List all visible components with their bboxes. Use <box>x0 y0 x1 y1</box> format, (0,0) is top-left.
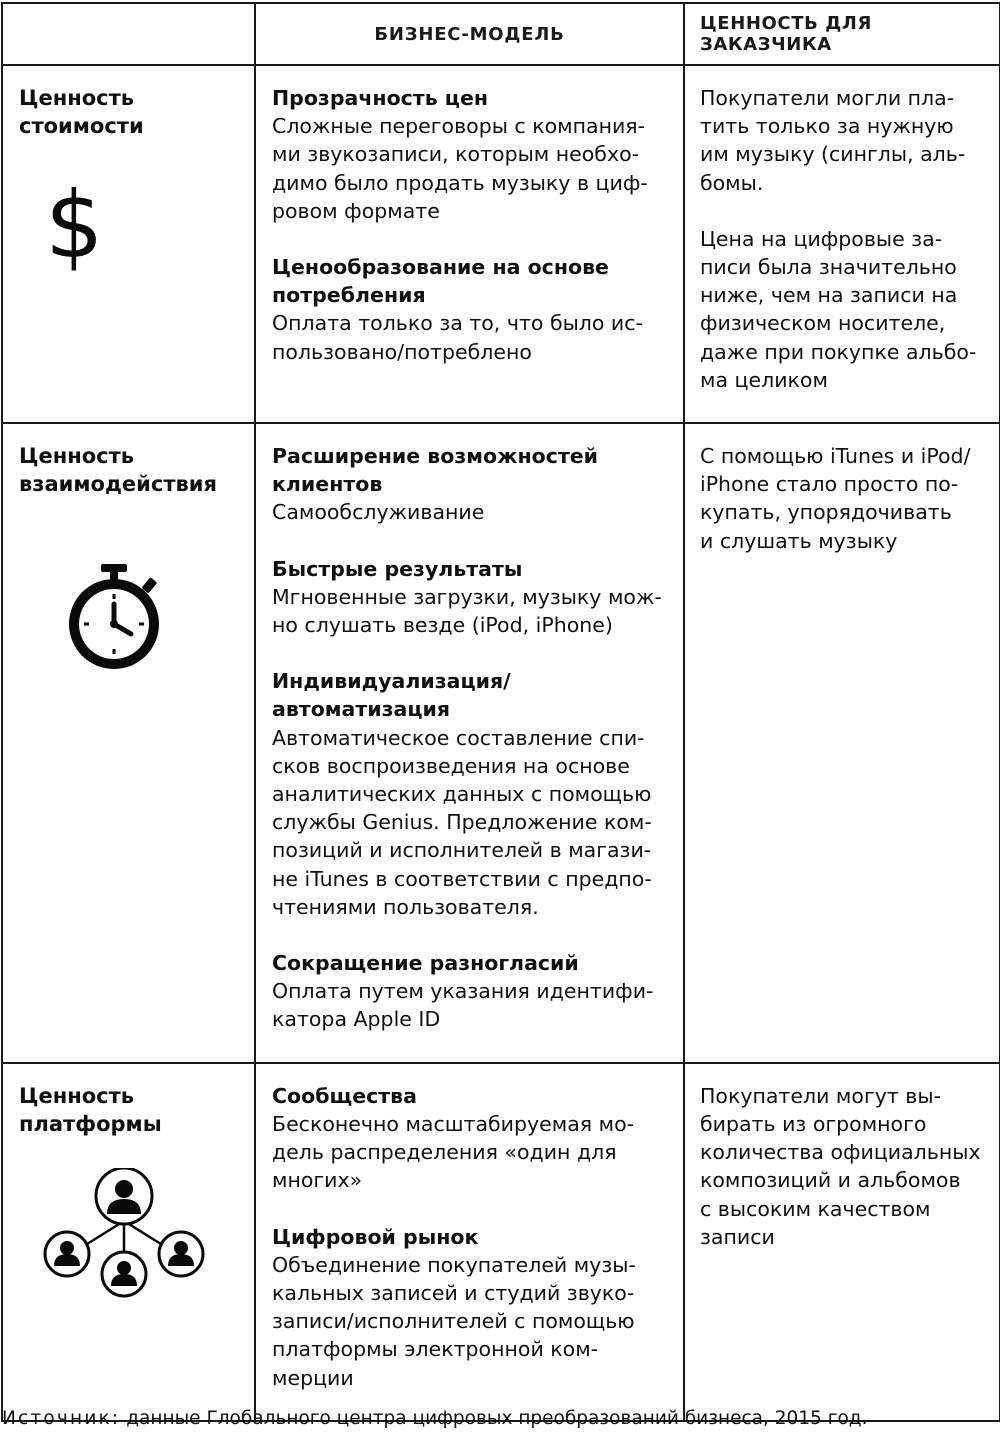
value-line: Цена на цифровые за- <box>700 226 943 251</box>
model-item-title: автоматизация <box>272 697 451 722</box>
value-line: с высоким качеством <box>700 1196 931 1221</box>
model-item-text: Оплата только за то, что было ис- <box>272 311 643 336</box>
value-line: даже при покупке альбо- <box>700 339 977 364</box>
value-line: ниже, чем на записи на <box>700 283 958 308</box>
source-label: Источник: <box>2 1408 121 1429</box>
model-item-title: Индивидуализация/ <box>272 669 511 694</box>
model-item-title: Сообщества <box>272 1083 417 1108</box>
category-cell <box>2 423 255 1063</box>
model-item-text: записи/исполнителей с помощью <box>272 1309 635 1334</box>
value-paragraph <box>700 1082 987 1251</box>
value-line: физическом носителе, <box>700 311 946 336</box>
model-item <box>272 949 669 1034</box>
model-item-text: пользовано/потреблено <box>272 339 532 364</box>
model-item-text: чтениями пользователя. <box>272 894 539 919</box>
business-model-cell <box>255 423 684 1063</box>
value-line: композиций и альбомов <box>700 1168 961 1193</box>
source-text: данные Глобального центра цифровых преобразований бизнеса, 2015 год. <box>120 1408 868 1429</box>
value-paragraph <box>700 84 987 197</box>
category-title-line1: Ценность <box>19 444 135 469</box>
model-item-text: Оплата путем указания идентифи- <box>272 979 654 1004</box>
value-line: ма целиком <box>700 367 828 392</box>
model-item-text: Самообслуживание <box>272 500 485 525</box>
model-item-text: ровом формате <box>272 198 440 223</box>
model-item-title: Ценообразование на основе <box>272 255 609 280</box>
model-item-text: Сложные переговоры с компания- <box>272 114 646 139</box>
business-model-cell <box>255 65 684 423</box>
value-line: бирать из огромного <box>700 1111 927 1136</box>
model-item <box>272 84 669 225</box>
header-customer-value: ЦЕННОСТЬ ДЛЯ ЗАКАЗЧИКА <box>684 3 1000 65</box>
model-item-text: аналитических данных с помощью <box>272 782 652 807</box>
value-paragraph <box>700 225 987 394</box>
category-title-line2: стоимости <box>19 114 144 138</box>
customer-value-cell <box>684 423 1000 1063</box>
source-note <box>2 1408 867 1429</box>
model-item-text: службы Genius. Предложение ком- <box>272 810 652 835</box>
value-line: купать, упорядочивать <box>700 500 952 525</box>
value-line: iPhone стало просто по- <box>700 472 959 497</box>
dollar-icon: $ <box>45 172 104 279</box>
value-line: писи была значительно <box>700 255 957 280</box>
value-line: бомы. <box>700 170 764 195</box>
category-cell <box>2 65 255 423</box>
header-business-model: БИЗНЕС-МОДЕЛЬ <box>255 3 684 65</box>
model-item-text: Мгновенные загрузки, музыку мож- <box>272 584 662 609</box>
model-item-title: Расширение возможностей <box>272 444 599 469</box>
model-item-text: позиций и исполнителей в магази- <box>272 838 652 863</box>
model-item-text: мерции <box>272 1365 354 1390</box>
model-item-title: потребления <box>272 283 426 308</box>
category-cell <box>2 1063 255 1421</box>
value-line: С помощью iTunes и iPod/ <box>700 444 971 469</box>
model-item <box>272 442 669 527</box>
model-item <box>272 253 669 366</box>
table-header-row <box>2 3 1000 65</box>
value-line: записи <box>700 1224 775 1249</box>
table-row <box>2 423 1000 1063</box>
model-item-title: Цифровой рынок <box>272 1224 479 1249</box>
model-item-text: Автоматическое составление спи- <box>272 725 645 750</box>
stopwatch-icon <box>65 564 163 672</box>
model-item-text: Бесконечно масштабируемая мо- <box>272 1111 635 1136</box>
customer-value-cell <box>684 65 1000 423</box>
model-item-text: но слушать везде (iPod, iPhone) <box>272 613 613 638</box>
value-line: тить только за нужную <box>700 114 954 139</box>
model-item-title: Быстрые результаты <box>272 556 523 581</box>
model-item-text: многих» <box>272 1168 363 1193</box>
value-paragraph <box>700 442 987 555</box>
model-item-text: ми звукозаписи, которым необхо- <box>272 142 640 167</box>
category-title-line2: платформы <box>19 1111 162 1136</box>
value-line: количества официальных <box>700 1140 981 1165</box>
category-title-line2: взаимодействия <box>19 472 217 497</box>
model-item <box>272 1223 669 1392</box>
model-item-text: димо было продать музыку в циф- <box>272 170 648 195</box>
user-network-icon <box>43 1168 205 1298</box>
table-row <box>2 1063 1000 1421</box>
value-line: Покупатели могли пла- <box>700 86 955 110</box>
header-empty-cell <box>2 3 255 65</box>
value-line: и слушать музыку <box>700 528 898 553</box>
model-item <box>272 1082 669 1195</box>
category-title-line1: Ценность <box>19 1083 135 1108</box>
model-item <box>272 555 669 640</box>
model-item-title: Сокращение разногласий <box>272 951 579 976</box>
table-row <box>2 65 1000 423</box>
model-item-title: Прозрачность цен <box>272 86 489 110</box>
business-model-cell <box>255 1063 684 1421</box>
category-title-line1: Ценность <box>19 86 135 110</box>
model-item-title: клиентов <box>272 472 383 497</box>
value-table <box>1 2 1000 1422</box>
model-item-text: кальных записей и студий звуко- <box>272 1280 635 1305</box>
value-line: им музыку (синглы, аль- <box>700 142 966 167</box>
model-item <box>272 667 669 921</box>
model-item-text: дель распределения «один для <box>272 1140 617 1165</box>
model-item-text: не iTunes в соответствии с предпо- <box>272 866 652 891</box>
model-item-text: платформы электронной ком- <box>272 1337 599 1362</box>
customer-value-cell <box>684 1063 1000 1421</box>
model-item-text: сков воспроизведения на основе <box>272 753 630 778</box>
model-item-text: катора Apple ID <box>272 1007 441 1032</box>
model-item-text: Объединение покупателей музы- <box>272 1252 636 1277</box>
value-line: Покупатели могут вы- <box>700 1083 941 1108</box>
